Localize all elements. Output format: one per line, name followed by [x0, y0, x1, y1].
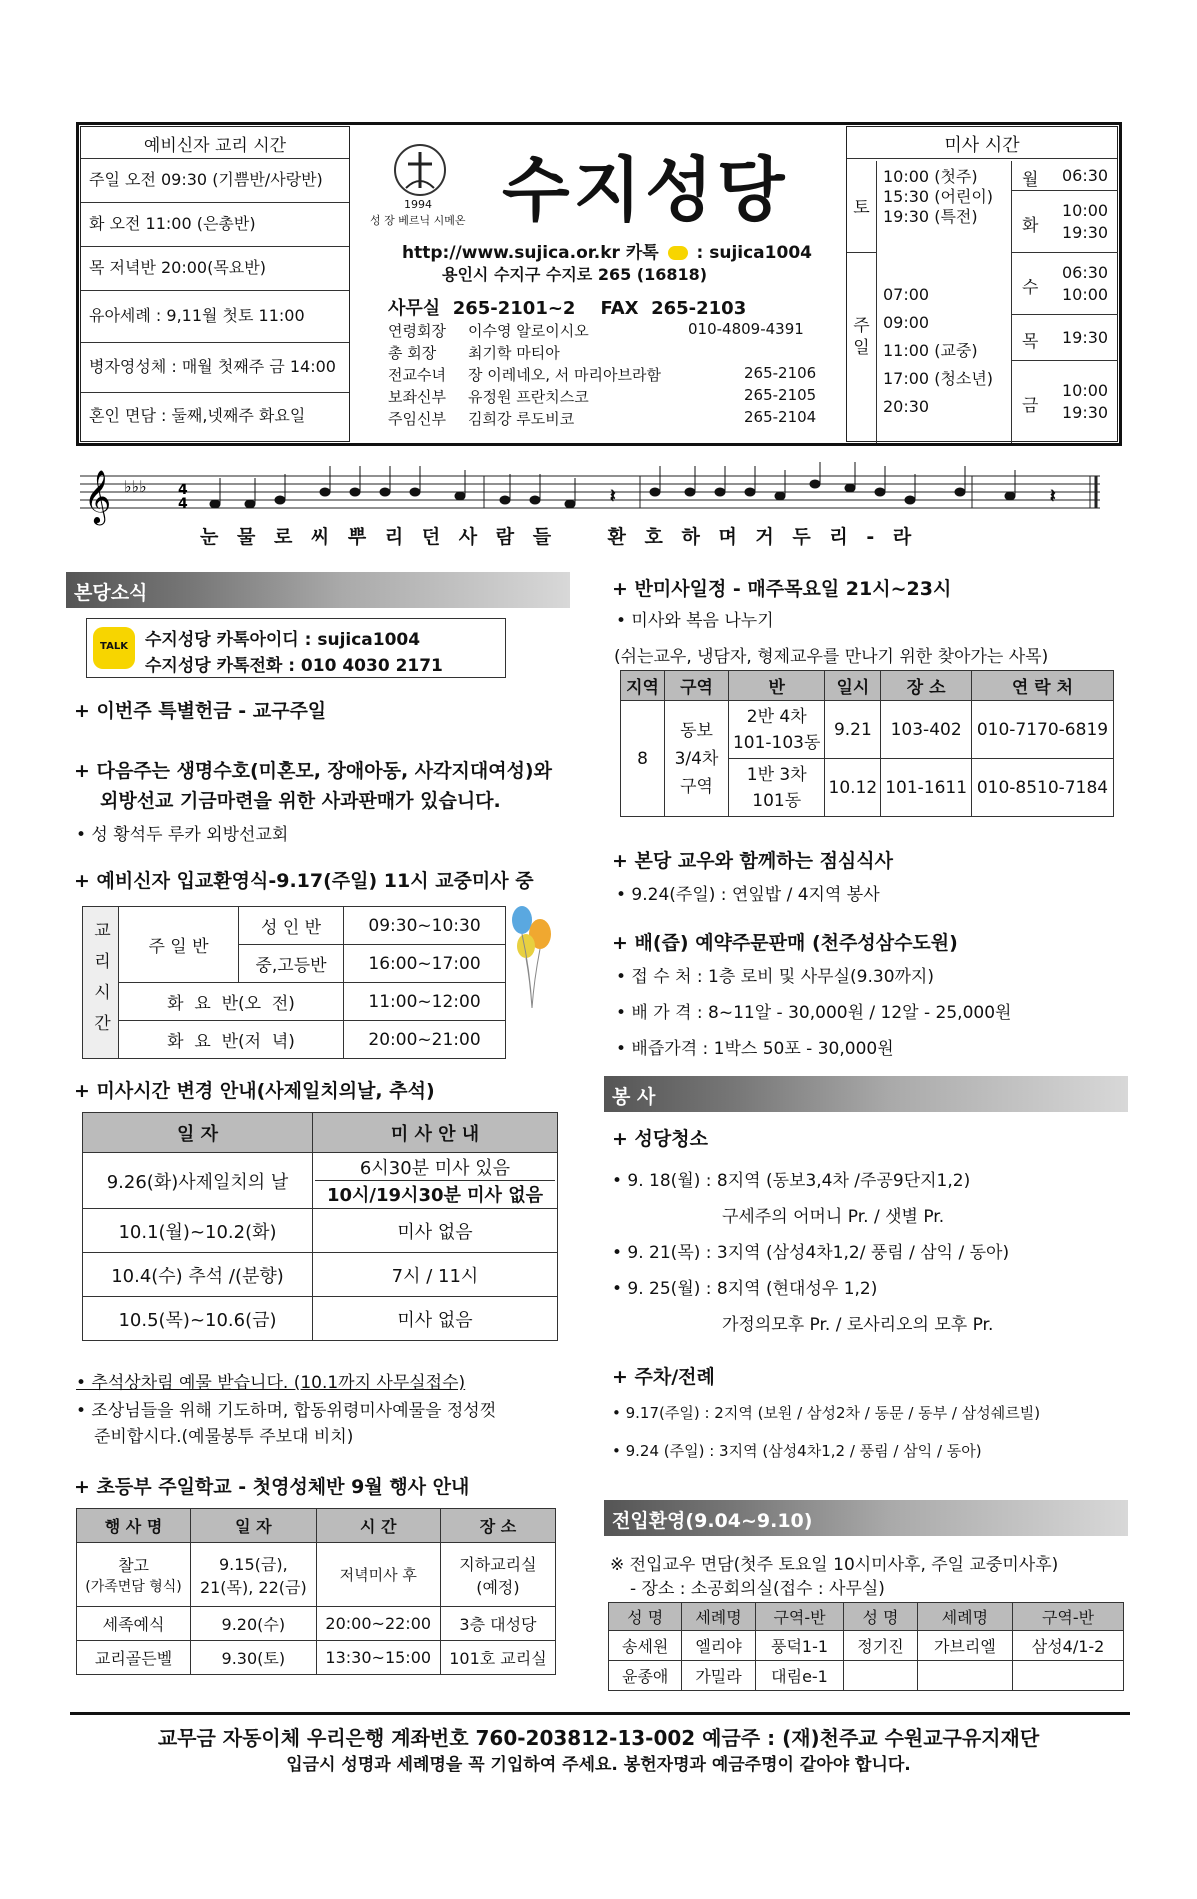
- note-head: [565, 500, 575, 508]
- school-title: + 초등부 주일학교 - 첫영성체반 9월 행사 안내: [74, 1476, 470, 1498]
- change-date: 10.5(목)~10.6(금): [83, 1297, 313, 1341]
- svg-text:♭♭♭: ♭♭♭: [124, 477, 147, 496]
- welcome-cell: 가밀라: [682, 1661, 755, 1691]
- mass-sun-time: 20:30: [883, 397, 930, 416]
- class-row-label: 화 요 반(오 전): [119, 983, 344, 1021]
- parking-line-2: • 9.24 (주일) : 3지역 (삼성4차1,2 / 풍림 / 삼익 / 동아): [612, 1442, 982, 1460]
- welcome-note-2: - 장소 : 소공회의실(접수 : 사무실): [630, 1579, 885, 1599]
- mass-sun-times: [883, 281, 993, 421]
- mass-title: 미사 시간: [847, 127, 1117, 159]
- school-cell: 101호 교리실: [440, 1641, 555, 1675]
- office-line: 사무실 265-2101~2 FAX 265-2103: [388, 298, 747, 319]
- welcome-cell: 대림e-1: [755, 1661, 844, 1691]
- pear-line-2: • 배 가 격 : 8~11알 - 30,000원 / 12알 - 25,000원: [616, 1003, 1012, 1023]
- note-head: [955, 488, 965, 496]
- mass-weekday-row: [1012, 161, 1118, 191]
- note-head: [530, 496, 540, 504]
- footer-rule: [70, 1712, 1130, 1715]
- staff-role: 총 회장: [388, 344, 437, 362]
- note-head: [875, 488, 885, 496]
- ban-header: 지역: [621, 671, 665, 701]
- banmisa-sub: • 미사와 복음 나누기: [616, 611, 774, 631]
- kakao-icon: [668, 246, 688, 260]
- ban-place: 101-1611: [881, 759, 972, 817]
- ban-contact: 010-7170-6819: [971, 701, 1113, 759]
- ban-district-line: 동보: [680, 720, 713, 741]
- change-header: 일 자: [83, 1113, 313, 1153]
- mass-sun-time: 09:00: [883, 313, 930, 332]
- mass-weekday-times: [1062, 165, 1108, 187]
- catechumen-row: 유아세례 : 9,11월 첫토 11:00: [81, 291, 349, 343]
- welcome-cell: 삼성4/1-2: [1013, 1631, 1124, 1661]
- class-schedule-table: [82, 906, 506, 1059]
- ban-header: 반: [729, 671, 825, 701]
- welcome-cell: 가브리엘: [917, 1631, 1012, 1661]
- welcome-note-1: ※ 전입교우 면담(첫주 토요일 10시미사후, 주일 교중미사후): [610, 1555, 1059, 1575]
- note-head: [685, 488, 695, 496]
- parish-logo: [394, 144, 446, 196]
- staff-name: 김희강 루도비코: [468, 410, 575, 428]
- ban-district-line: 3/4차: [674, 748, 719, 769]
- ban-date: 9.21: [825, 701, 881, 759]
- note-head: [845, 484, 855, 492]
- mass-weekday-times: [1062, 262, 1108, 306]
- mass-sun-time: 11:00 (교중): [883, 341, 978, 360]
- ban-district-line: 구역: [680, 776, 713, 797]
- welcome-cell: 송세원: [609, 1631, 682, 1661]
- mass-weekday-times: [1062, 380, 1108, 424]
- svg-text:4: 4: [178, 496, 188, 512]
- parish-web: [402, 238, 812, 263]
- note-head: [775, 492, 785, 500]
- website-text: http://www.sujica.or.kr 카톡: [402, 243, 659, 263]
- mass-weekday-label: 금: [1022, 396, 1039, 416]
- welcome-cell: 풍덕1-1: [755, 1631, 844, 1661]
- ban-header: 구역: [665, 671, 729, 701]
- staff-row: [388, 408, 828, 430]
- change-info: [313, 1209, 558, 1253]
- school-cell: 13:30~15:00: [316, 1641, 440, 1675]
- class-row-label: 중,고등반: [239, 945, 344, 983]
- change-date: 10.4(수) 추석 /(분향): [83, 1253, 313, 1297]
- kakao-id-line: 수지성당 카톡아이디 : sujica1004: [145, 630, 421, 650]
- welcome-header: 구역-반: [755, 1603, 844, 1631]
- mass-weekday-time: 06:30: [1062, 166, 1109, 185]
- mass-weekday-time: 19:30: [1062, 403, 1109, 422]
- apple-sale-line2: 외방선교 기금마련을 위한 사과판매가 있습니다.: [100, 790, 501, 812]
- welcome-cell: [917, 1661, 1012, 1691]
- pear-title: + 배(즙) 예약주문판매 (천주성삼수도원): [612, 932, 958, 954]
- change-title: + 미사시간 변경 안내(사제일치의날, 추석): [74, 1080, 435, 1102]
- staff-name: 유정원 프란치스코: [468, 388, 589, 406]
- note-head: [350, 488, 360, 496]
- school-header: 행 사 명: [77, 1509, 191, 1543]
- staff-phone: 010-4809-4391: [688, 320, 804, 338]
- welcome-cell: 정기진: [844, 1631, 917, 1661]
- ban-district: [665, 701, 729, 817]
- staff-name: 이수영 알로이시오: [468, 322, 589, 340]
- parish-address: 용인시 수지구 수지로 265 (16818): [442, 265, 708, 284]
- note-head: [275, 496, 285, 504]
- class-row-label: 성 인 반: [239, 907, 344, 945]
- school-cell: 저녁미사 후: [316, 1543, 440, 1607]
- ban-place: 103-402: [881, 701, 972, 759]
- class-row-time: 16:00~17:00: [344, 945, 506, 983]
- ban-mass-table: [620, 670, 1114, 817]
- staff-row: [388, 364, 828, 386]
- clean-line-5: 가정의모후 Pr. / 로사리오의 모후 Pr.: [722, 1315, 994, 1335]
- staff-row: [388, 342, 828, 364]
- mass-weekday-time: 06:30: [1062, 263, 1109, 282]
- mass-weekday-label: 목: [1022, 332, 1039, 352]
- note-head: [1005, 492, 1015, 500]
- welcome-header: 구역-반: [1013, 1603, 1124, 1631]
- school-cell: 9.30(토): [191, 1641, 317, 1675]
- staff-row: [388, 320, 828, 342]
- parish-header: [352, 126, 842, 442]
- apple-sale-note: • 성 황석두 루카 외방선교회: [76, 825, 289, 845]
- svg-text:4: 4: [178, 482, 188, 498]
- staff-role: 연령회장: [388, 322, 446, 340]
- mass-weekday-time: 10:00: [1062, 285, 1109, 304]
- catechumen-row: 병자영성체 : 매월 첫째주 금 14:00: [81, 343, 349, 393]
- mass-sun-label-text: 주일: [853, 316, 870, 358]
- note-head: [500, 496, 510, 504]
- welcome-cell: 윤종애: [609, 1661, 682, 1691]
- mass-sun-label: [847, 253, 877, 443]
- mass-weekday-label: 월: [1022, 170, 1039, 190]
- welcome-title: + 예비신자 입교환영식-9.17(주일) 11시 교중미사 중: [74, 870, 534, 892]
- mass-weekday-time: 19:30: [1062, 223, 1109, 242]
- welcome-bar: 전입환영(9.04~9.10): [604, 1500, 1128, 1536]
- parking-title: + 주차/전례: [612, 1366, 715, 1388]
- school-cell: 3층 대성당: [440, 1607, 555, 1641]
- note-head: [715, 488, 725, 496]
- note-head: [905, 496, 915, 504]
- change-info: [313, 1153, 558, 1209]
- mass-weekday-row: [1012, 361, 1118, 443]
- welcome-header: 성 명: [844, 1603, 917, 1631]
- school-cell: 9.20(수): [191, 1607, 317, 1641]
- school-cell: 20:00~22:00: [316, 1607, 440, 1641]
- svg-text:𝄞: 𝄞: [84, 469, 112, 523]
- service-bar: 봉 사: [604, 1076, 1128, 1112]
- catechumen-row: 주일 오전 09:30 (기쁨반/사랑반): [81, 159, 349, 203]
- cross-icon: [396, 146, 444, 194]
- mass-change-table: [82, 1112, 558, 1341]
- school-header: 일 자: [191, 1509, 317, 1543]
- staff-role: 전교수녀: [388, 366, 446, 384]
- welcome-header: 세례명: [682, 1603, 755, 1631]
- clean-line-1: • 9. 18(월) : 8지역 (동보3,4차 /주공9단지1,2): [612, 1171, 971, 1191]
- ban-contact: 010-8510-7184: [971, 759, 1113, 817]
- clean-line-3: • 9. 21(목) : 3지역 (삼성4차1,2/ 풍림 / 삼익 / 동아): [612, 1243, 1010, 1263]
- ban-group-line: 1반 3차: [746, 764, 807, 785]
- banmisa-title: + 반미사일정 - 매주목요일 21시~23시: [612, 578, 952, 600]
- school-header: 장 소: [440, 1509, 555, 1543]
- class-side-label: 교리시간: [83, 907, 119, 1059]
- note-head: [745, 488, 755, 496]
- lunch-title: + 본당 교우와 함께하는 점심식사: [612, 850, 893, 872]
- kakao-phone-line: 수지성당 카톡전화 : 010 4030 2171: [145, 656, 443, 676]
- lunch-line: • 9.24(주일) : 연잎밥 / 4지역 봉사: [616, 885, 880, 905]
- clean-title: + 성당청소: [612, 1128, 708, 1150]
- catechumen-row: 혼인 면담 : 둘째,넷째주 화요일: [89, 406, 306, 425]
- news-bar: 본당소식: [66, 572, 570, 608]
- ban-header: 연 락 처: [971, 671, 1113, 701]
- welcome-cell: [1013, 1661, 1124, 1691]
- staff-name: 최기학 마티아: [468, 344, 560, 362]
- class-sunday-label: 주 일 반: [119, 907, 239, 983]
- mass-weekday-times: [1062, 200, 1108, 244]
- ban-header: 장 소: [881, 671, 972, 701]
- mass-sun-time: 07:00: [883, 285, 930, 304]
- mass-weekday-label: 수: [1022, 278, 1039, 298]
- music-lyrics: 눈 물 로 씨 뿌 리 던 사 람 들 환 호 하 며 거 두 리 - 라: [200, 526, 918, 548]
- staff-list: [388, 320, 828, 430]
- kakao-id: : sujica1004: [696, 243, 812, 263]
- logo-year: 1994: [404, 198, 432, 211]
- logo-caption: 성 장 베르닉 시메온: [370, 214, 466, 227]
- note-memorial-2: 준비합시다.(예물봉투 주보대 비치): [94, 1427, 354, 1447]
- school-cell-line: 9.15(금),: [219, 1554, 288, 1574]
- school-cell-line: 찰고: [118, 1556, 149, 1575]
- ban-group: [729, 701, 825, 759]
- catechumen-row: 화 오전 11:00 (은총반): [81, 203, 349, 247]
- welcome-header: 성 명: [609, 1603, 682, 1631]
- change-date: 9.26(화)사제일치의 날: [83, 1153, 313, 1209]
- school-header: 시 간: [316, 1509, 440, 1543]
- ban-region: 8: [621, 701, 665, 817]
- catechumen-title: 예비신자 교리 시간: [81, 127, 349, 159]
- note-head: [410, 488, 420, 496]
- staff-name: 장 이레네오, 서 마리아브라함: [468, 366, 661, 384]
- change-info-line: 미사 없음: [397, 1309, 473, 1331]
- change-header: 미 사 안 내: [313, 1113, 558, 1153]
- school-cell: [77, 1543, 191, 1607]
- rest-mark: 𝄽: [1050, 486, 1056, 507]
- pear-line-1: • 접 수 처 : 1층 로비 및 사무실(9.30까지): [616, 967, 934, 987]
- change-info-line-2: 10시/19시30분 미사 없음: [315, 1180, 555, 1207]
- balloons-icon: [510, 900, 556, 1010]
- special-collection: + 이번주 특별헌금 - 교구주일: [74, 700, 327, 722]
- ban-header: 일시: [825, 671, 881, 701]
- clean-line-2: 구세주의 어머니 Pr. / 샛별 Pr.: [722, 1207, 945, 1227]
- staff-row: [388, 386, 828, 408]
- note-offering: • 추석상차림 예물 받습니다. (10.1까지 사무실접수): [76, 1373, 466, 1393]
- school-cell: [191, 1543, 317, 1607]
- change-info: [313, 1297, 558, 1341]
- change-info: [313, 1253, 558, 1297]
- footer-line-1: 교무금 자동이체 우리은행 계좌번호 760-203812-13-002 예금주 : (재)천주교 수원교구유지재단: [157, 1726, 1040, 1750]
- school-cell-line: 21(목), 22(금): [199, 1577, 307, 1597]
- mass-weekday-times: [1062, 327, 1108, 349]
- catechumen-box: [80, 126, 350, 442]
- mass-weekday-row: [1012, 315, 1118, 361]
- school-cell: 교리골든벨: [77, 1641, 191, 1675]
- note-head: [380, 488, 390, 496]
- mass-weekday-time: 10:00: [1062, 381, 1109, 400]
- class-row-time: 20:00~21:00: [344, 1021, 506, 1059]
- change-date: 10.1(월)~10.2(화): [83, 1209, 313, 1253]
- ban-group-line: 101동: [752, 790, 802, 811]
- parish-name: 수지성당: [502, 149, 789, 231]
- ban-group-line: 101-103동: [732, 732, 821, 753]
- school-cell-line: (예정): [476, 1577, 520, 1597]
- mass-sat-time: 15:30 (어린이): [883, 187, 994, 206]
- school-cell-line: 지하교리실: [459, 1554, 537, 1574]
- apple-sale-line1: + 다음주는 생명수호(미혼모, 장애아동, 사각지대여성)와: [74, 760, 552, 782]
- pear-line-3: • 배즙가격 : 1박스 50포 - 30,000원: [616, 1039, 894, 1059]
- staff-role: 주임신부: [388, 410, 446, 428]
- footer-line-2: 입금시 성명과 세례명을 꼭 기입하여 주세요. 봉헌자명과 예금주명이 같아야 합니다.: [286, 1755, 911, 1775]
- staff-phone: 265-2104: [744, 408, 817, 426]
- mass-sat-time: 10:00 (첫주): [883, 167, 978, 186]
- change-info-line: 6시30분 미사 있음: [359, 1158, 511, 1179]
- note-head: [650, 488, 660, 496]
- note-head: [320, 488, 330, 496]
- change-info-line: 7시 / 11시: [391, 1265, 479, 1287]
- staff-role: 보좌신부: [388, 388, 446, 406]
- catechumen-row: 목 저녁반 20:00(목요반): [81, 247, 349, 291]
- note-head: [810, 480, 820, 488]
- mass-box: [846, 126, 1118, 442]
- class-row-time: 11:00~12:00: [344, 983, 506, 1021]
- catechumen-rows: [81, 159, 349, 441]
- school-events-table: [76, 1508, 556, 1675]
- welcome-header: 세례명: [917, 1603, 1012, 1631]
- note-memorial: • 조상님들을 위해 기도하며, 합동위령미사예물을 정성껏: [76, 1401, 497, 1421]
- staff-phone: 265-2105: [744, 386, 817, 404]
- mass-weekday-row: [1012, 191, 1118, 253]
- parking-line-1: • 9.17(주일) : 2지역 (보원 / 삼성2차 / 동문 / 동부 / 삼성쉐르빌): [612, 1404, 1041, 1422]
- kakao-talk-icon: TALK: [93, 627, 135, 669]
- mass-sat-label: 토: [847, 161, 877, 253]
- mass-weekdays: [1012, 161, 1118, 443]
- banmisa-note: (쉬는교우, 냉담자, 형제교우를 만나기 위한 찾아가는 사목): [614, 647, 1049, 667]
- mass-sun-time: 17:00 (청소년): [883, 369, 994, 388]
- mass-sat-times: [883, 167, 993, 227]
- mass-weekday-row: [1012, 253, 1118, 315]
- mass-sat-time: 19:30 (특전): [883, 207, 978, 226]
- welcome-cell: 엘리야: [682, 1631, 755, 1661]
- mass-weekday-label: 화: [1022, 216, 1039, 236]
- change-info-line: 미사 없음: [397, 1221, 473, 1243]
- rest-mark: 𝄽: [610, 486, 616, 507]
- kakao-box: [86, 618, 506, 678]
- class-row-label: 화 요 반(저 녁): [119, 1021, 344, 1059]
- note-head: [455, 492, 465, 500]
- note-head: [210, 500, 220, 508]
- ban-group: [729, 759, 825, 817]
- welcome-cell: [844, 1661, 917, 1691]
- school-cell: [440, 1543, 555, 1607]
- school-cell-line: (가족면담 형식): [85, 1579, 182, 1595]
- ban-date: 10.12: [825, 759, 881, 817]
- school-cell: 세족예식: [77, 1607, 191, 1641]
- clean-line-4: • 9. 25(월) : 8지역 (현대성우 1,2): [612, 1279, 878, 1299]
- note-head: [245, 500, 255, 508]
- mass-weekday-time: 10:00: [1062, 201, 1109, 220]
- mass-weekday-time: 19:30: [1062, 328, 1109, 347]
- ban-group-line: 2반 4차: [746, 706, 807, 727]
- class-row-time: 09:30~10:30: [344, 907, 506, 945]
- welcome-table: [608, 1602, 1124, 1691]
- staff-phone: 265-2106: [744, 364, 817, 382]
